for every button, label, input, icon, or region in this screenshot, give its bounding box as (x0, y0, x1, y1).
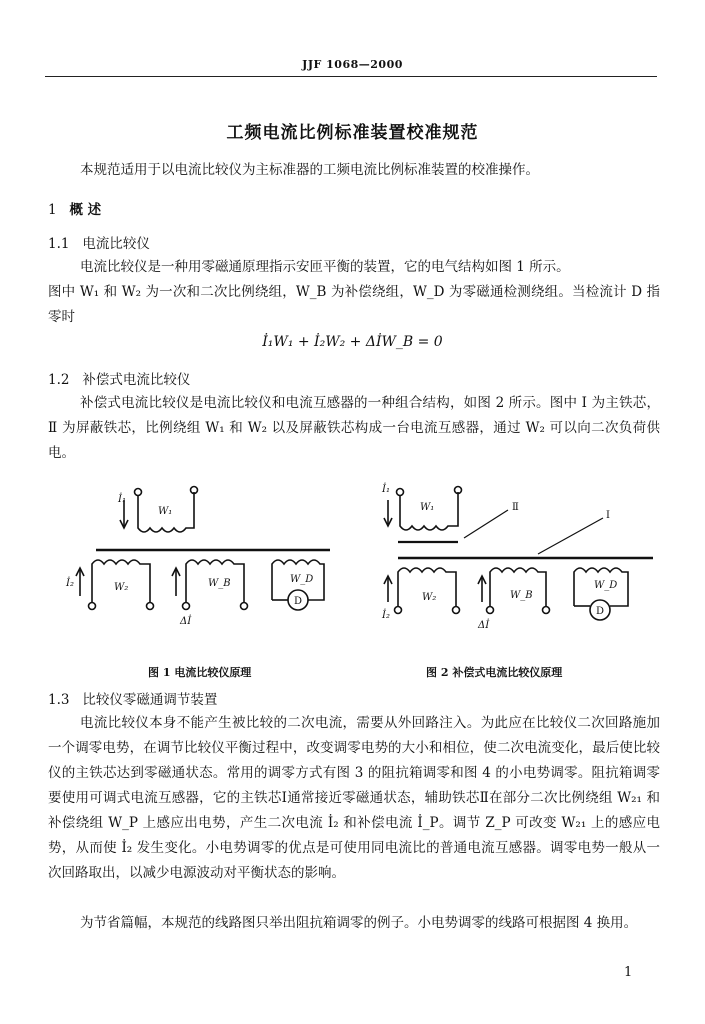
section-1-heading (48, 200, 101, 220)
fig1-label-delta-i: Δİ (180, 616, 192, 627)
intro-paragraph: 本规范适用于以电流比较仪为主标准器的工频电流比例标准装置的校准操作。 (80, 162, 539, 178)
section-1-1-number: 1.1 (48, 236, 70, 252)
fig1-label-w2: W₂ (114, 582, 129, 593)
section-1-3-title: 比较仪零磁通调节装置 (82, 692, 218, 708)
figure-1-caption: 图 1 电流比较仪原理 (148, 666, 252, 679)
section-1-2-heading (48, 370, 190, 390)
fig1-label-i2: İ₂ (66, 578, 74, 589)
fig2-label-core2: Ⅱ (512, 502, 519, 513)
fig1-label-wb: W_B (208, 578, 231, 589)
figure-2-caption: 图 2 补偿式电流比较仪原理 (426, 666, 563, 679)
page-number: 1 (624, 965, 633, 980)
fig1-label-wd: W_D (290, 574, 314, 585)
section-1-1-heading (48, 234, 150, 254)
balance-equation: İ₁W₁ + İ₂W₂ + ΔİW_B = 0 (262, 334, 443, 350)
section-1-2-title: 补偿式电流比较仪 (82, 372, 191, 388)
fig1-terminal (135, 489, 142, 496)
fig2-label-core1: Ⅰ (606, 510, 610, 521)
fig1-label-i1: İ₁ (118, 494, 126, 505)
fig2-label-delta-i: Δİ (478, 620, 490, 631)
fig2-label-i1: İ₁ (382, 484, 390, 495)
fig2-label-w2: W₂ (422, 592, 437, 603)
section-1-1-para-b: 图中 W₁ 和 W₂ 为一次和二次比例绕组，W_B 为补偿绕组，W_D 为零磁通检测绕组。当检流计 D 指零时 (48, 284, 660, 325)
fig2-label-wb: W_B (510, 590, 533, 601)
fig1-label-d: D (294, 596, 303, 607)
fig2-label-wd: W_D (594, 580, 618, 591)
header-rule (45, 76, 657, 77)
section-1-1-title: 电流比较仪 (82, 236, 150, 252)
section-1-title: 概 述 (69, 202, 102, 218)
section-1-2-number: 1.2 (48, 372, 70, 388)
fig1-label-w1: W₁ (158, 506, 173, 517)
figure-2-diagram (378, 478, 668, 638)
fig2-label-i2: İ₂ (382, 610, 390, 621)
figure-1-diagram (60, 478, 350, 638)
page-title: 工频电流比例标准装置校准规范 (226, 123, 479, 143)
section-1-1-para-a: 电流比较仪是一种用零磁通原理指示安匝平衡的装置，它的电气结构如图 1 所示。 (80, 259, 570, 275)
section-1-3-number: 1.3 (48, 692, 70, 708)
section-1-2-paragraph: 补偿式电流比较仪是电流比较仪和电流互感器的一种组合结构，如图 2 所示。图中 Ⅰ 为主铁芯，Ⅱ 为屏蔽铁芯，比例绕组 W₁ 和 W₂ 以及屏蔽铁芯构成一台电流互感器，通过 W₂ 可以向二次负荷供电。 (48, 395, 660, 461)
running-header: JJF 1068—2000 (302, 58, 403, 71)
section-1-3-heading (48, 690, 217, 710)
section-1-3-paragraph-2: 为节省篇幅，本规范的线路图只举出阻抗箱调零的例子。小电势调零的线路可根据图 4 换用。 (80, 915, 638, 931)
fig2-label-d: D (596, 606, 605, 617)
section-1-1-paragraph (48, 255, 660, 330)
fig2-label-w1: W₁ (420, 502, 435, 513)
section-1-number: 1 (48, 202, 57, 218)
section-1-3-paragraph-1: 电流比较仪本身不能产生被比较的二次电流，需要从外回路注入。为此应在比较仪二次回路施加一个调零电势，在调节比较仪平衡过程中，改变调零电势的大小和相位，使二次电流变化，最后使比较仪的主铁芯达到零磁通状态。常用的调零方式有图 3 的阻抗箱调零和图 4 的小电势调零。阻抗箱调零要使用可调式电流互感器，它的主铁芯Ⅰ通常接近零磁通状态，辅助铁芯Ⅱ在部分二次比例绕组 W₂₁ 和补偿绕组 W_P 上感应出电势，产生二次电流 İ₂ 和补偿电流 İ_P。调节 Z_P 可改变 W₂₁ 上的感应电势，从而使 İ₂ 发生变化。小电势调零的优点是可使用同电流比的普通电流互感器。调零电势一般从一次回路取出，以减少电源波动对平衡状态的影响。 (48, 715, 660, 881)
